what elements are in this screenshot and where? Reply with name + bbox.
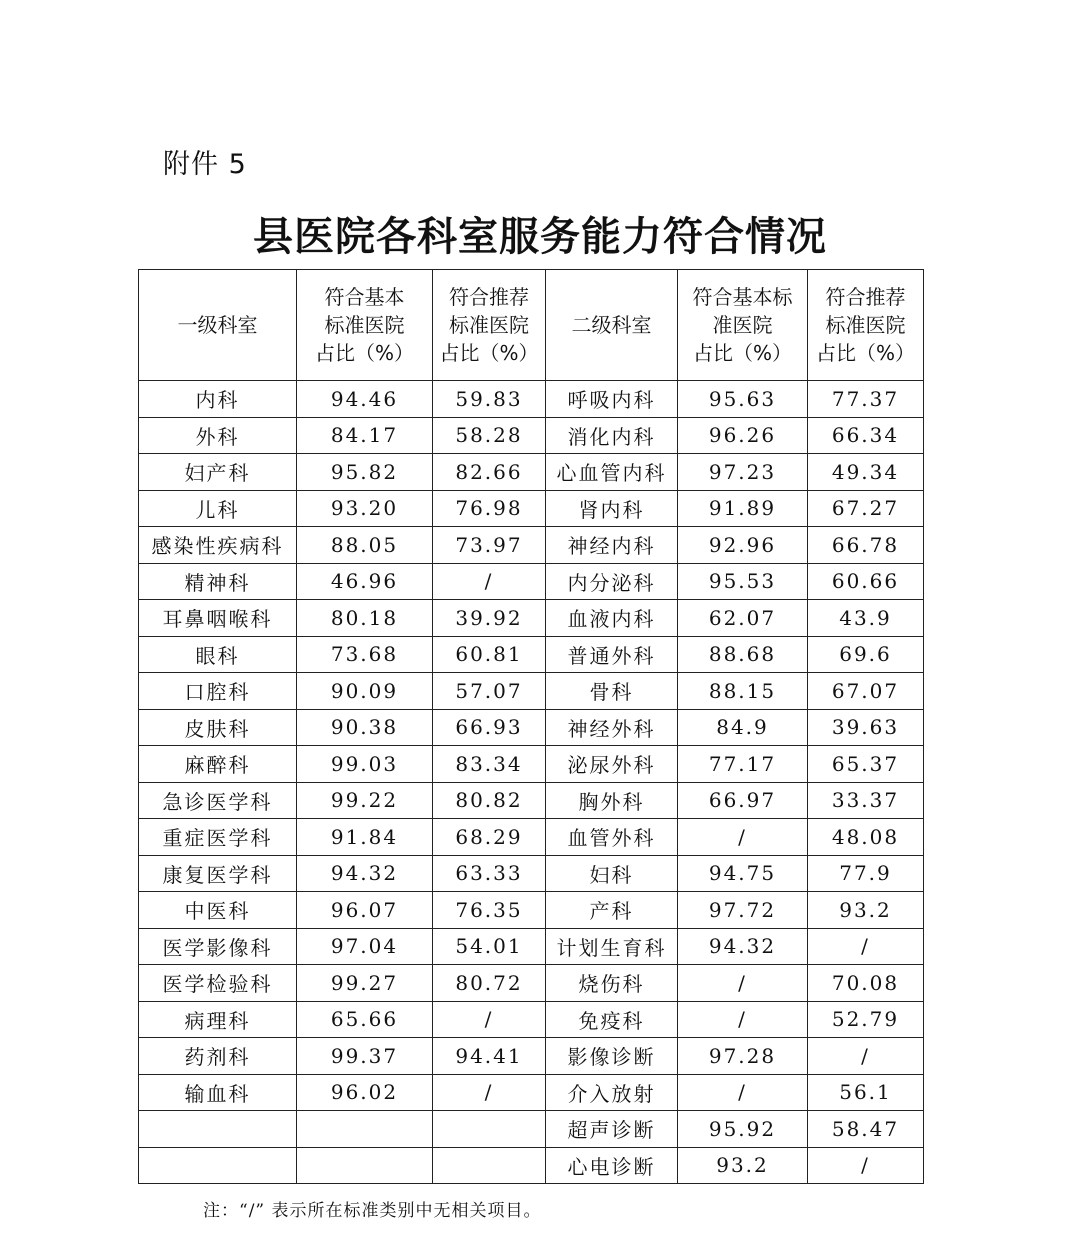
- primary-basic-ratio-cell: 80.18: [297, 600, 433, 637]
- primary-department-cell: 妇产科: [139, 454, 297, 491]
- primary-basic-ratio-cell: 84.17: [297, 417, 433, 454]
- table-row: [139, 1001, 924, 1038]
- primary-recommended-ratio-cell: 60.81: [433, 636, 546, 673]
- secondary-basic-ratio-cell: 93.2: [678, 1147, 808, 1184]
- secondary-basic-ratio-cell: 88.15: [678, 673, 808, 710]
- document-title: 县医院各科室服务能力符合情况: [253, 214, 827, 260]
- secondary-basic-ratio-cell: 97.23: [678, 454, 808, 491]
- table-row: [139, 490, 924, 527]
- primary-recommended-ratio-cell: /: [433, 1001, 546, 1038]
- primary-recommended-ratio-cell: [433, 1147, 546, 1184]
- table-row: [139, 855, 924, 892]
- secondary-basic-ratio-cell: 94.32: [678, 928, 808, 965]
- secondary-recommended-ratio-cell: 65.37: [808, 746, 924, 783]
- table-row: [139, 709, 924, 746]
- secondary-department-cell: 肾内科: [546, 490, 678, 527]
- secondary-department-cell: 血管外科: [546, 819, 678, 856]
- secondary-basic-ratio-cell: /: [678, 965, 808, 1002]
- primary-department-cell: 皮肤科: [139, 709, 297, 746]
- table-row: [139, 1147, 924, 1184]
- primary-department-cell: 医学检验科: [139, 965, 297, 1002]
- table-row: [139, 454, 924, 491]
- secondary-recommended-ratio-cell: 77.9: [808, 855, 924, 892]
- secondary-basic-ratio-cell: 92.96: [678, 527, 808, 564]
- primary-department-cell: 中医科: [139, 892, 297, 929]
- table-row: [139, 673, 924, 710]
- primary-recommended-ratio-cell: 59.83: [433, 381, 546, 418]
- secondary-recommended-ratio-cell: 77.37: [808, 381, 924, 418]
- secondary-department-cell: 免疫科: [546, 1001, 678, 1038]
- primary-basic-ratio-cell: 65.66: [297, 1001, 433, 1038]
- secondary-recommended-ratio-cell: /: [808, 928, 924, 965]
- department-capability-table: [138, 269, 924, 1184]
- table-row: [139, 417, 924, 454]
- table-row: [139, 892, 924, 929]
- primary-recommended-ratio-cell: 82.66: [433, 454, 546, 491]
- primary-department-cell: 眼科: [139, 636, 297, 673]
- secondary-department-cell: 神经外科: [546, 709, 678, 746]
- secondary-department-cell: 产科: [546, 892, 678, 929]
- secondary-recommended-ratio-cell: 52.79: [808, 1001, 924, 1038]
- secondary-department-cell: 计划生育科: [546, 928, 678, 965]
- primary-department-cell: 输血科: [139, 1074, 297, 1111]
- attachment-label: 附件 5: [163, 149, 247, 180]
- table-body: [139, 381, 924, 1184]
- primary-department-cell: 麻醉科: [139, 746, 297, 783]
- primary-basic-ratio-cell: 93.20: [297, 490, 433, 527]
- primary-basic-ratio-cell: 88.05: [297, 527, 433, 564]
- footnote: 注：“/” 表示所在标准类别中无相关项目。: [203, 1201, 542, 1221]
- secondary-recommended-ratio-cell: 58.47: [808, 1111, 924, 1148]
- secondary-basic-ratio-cell: 96.26: [678, 417, 808, 454]
- primary-recommended-ratio-cell: 58.28: [433, 417, 546, 454]
- secondary-basic-ratio-cell: /: [678, 1074, 808, 1111]
- primary-department-cell: 药剂科: [139, 1038, 297, 1075]
- header-primary-recommended-ratio: 符合推荐 标准医院 占比（%）: [433, 270, 546, 381]
- primary-recommended-ratio-cell: 76.98: [433, 490, 546, 527]
- secondary-basic-ratio-cell: /: [678, 1001, 808, 1038]
- secondary-basic-ratio-cell: 94.75: [678, 855, 808, 892]
- secondary-basic-ratio-cell: /: [678, 819, 808, 856]
- primary-basic-ratio-cell: 99.22: [297, 782, 433, 819]
- table-row: [139, 527, 924, 564]
- secondary-department-cell: 胸外科: [546, 782, 678, 819]
- primary-basic-ratio-cell: 99.03: [297, 746, 433, 783]
- header-primary-department: 一级科室: [139, 270, 297, 381]
- primary-basic-ratio-cell: 94.32: [297, 855, 433, 892]
- table-row: [139, 563, 924, 600]
- secondary-basic-ratio-cell: 95.53: [678, 563, 808, 600]
- header-primary-basic-ratio: 符合基本 标准医院 占比（%）: [297, 270, 433, 381]
- secondary-recommended-ratio-cell: 39.63: [808, 709, 924, 746]
- secondary-department-cell: 呼吸内科: [546, 381, 678, 418]
- secondary-department-cell: 泌尿外科: [546, 746, 678, 783]
- primary-basic-ratio-cell: 96.07: [297, 892, 433, 929]
- primary-department-cell: 重症医学科: [139, 819, 297, 856]
- primary-department-cell: 口腔科: [139, 673, 297, 710]
- table-row: [139, 600, 924, 637]
- secondary-basic-ratio-cell: 84.9: [678, 709, 808, 746]
- primary-department-cell: 内科: [139, 381, 297, 418]
- primary-basic-ratio-cell: 96.02: [297, 1074, 433, 1111]
- primary-recommended-ratio-cell: 57.07: [433, 673, 546, 710]
- primary-department-cell: 病理科: [139, 1001, 297, 1038]
- table-row: [139, 928, 924, 965]
- secondary-basic-ratio-cell: 88.68: [678, 636, 808, 673]
- primary-department-cell: 感染性疾病科: [139, 527, 297, 564]
- table-row: [139, 1038, 924, 1075]
- primary-recommended-ratio-cell: [433, 1111, 546, 1148]
- header-secondary-department: 二级科室: [546, 270, 678, 381]
- primary-recommended-ratio-cell: 80.82: [433, 782, 546, 819]
- primary-department-cell: [139, 1147, 297, 1184]
- secondary-department-cell: 内分泌科: [546, 563, 678, 600]
- table-row: [139, 782, 924, 819]
- secondary-department-cell: 影像诊断: [546, 1038, 678, 1075]
- table-row: [139, 636, 924, 673]
- secondary-department-cell: 普通外科: [546, 636, 678, 673]
- secondary-basic-ratio-cell: 91.89: [678, 490, 808, 527]
- secondary-recommended-ratio-cell: 66.34: [808, 417, 924, 454]
- secondary-department-cell: 骨科: [546, 673, 678, 710]
- primary-recommended-ratio-cell: 54.01: [433, 928, 546, 965]
- secondary-basic-ratio-cell: 97.28: [678, 1038, 808, 1075]
- secondary-recommended-ratio-cell: 93.2: [808, 892, 924, 929]
- primary-basic-ratio-cell: 99.27: [297, 965, 433, 1002]
- table-row: [139, 381, 924, 418]
- table-row: [139, 965, 924, 1002]
- primary-basic-ratio-cell: [297, 1111, 433, 1148]
- secondary-recommended-ratio-cell: 67.27: [808, 490, 924, 527]
- secondary-basic-ratio-cell: 62.07: [678, 600, 808, 637]
- primary-basic-ratio-cell: [297, 1147, 433, 1184]
- primary-recommended-ratio-cell: 73.97: [433, 527, 546, 564]
- table-row: [139, 1074, 924, 1111]
- secondary-basic-ratio-cell: 97.72: [678, 892, 808, 929]
- primary-department-cell: 康复医学科: [139, 855, 297, 892]
- primary-department-cell: 外科: [139, 417, 297, 454]
- primary-basic-ratio-cell: 90.38: [297, 709, 433, 746]
- primary-department-cell: [139, 1111, 297, 1148]
- primary-recommended-ratio-cell: 68.29: [433, 819, 546, 856]
- primary-basic-ratio-cell: 99.37: [297, 1038, 433, 1075]
- primary-department-cell: 急诊医学科: [139, 782, 297, 819]
- primary-recommended-ratio-cell: 94.41: [433, 1038, 546, 1075]
- secondary-recommended-ratio-cell: 56.1: [808, 1074, 924, 1111]
- header-secondary-basic-ratio: 符合基本标 准医院 占比（%）: [678, 270, 808, 381]
- secondary-recommended-ratio-cell: 43.9: [808, 600, 924, 637]
- secondary-basic-ratio-cell: 95.63: [678, 381, 808, 418]
- table-row: [139, 746, 924, 783]
- secondary-recommended-ratio-cell: /: [808, 1038, 924, 1075]
- secondary-basic-ratio-cell: 95.92: [678, 1111, 808, 1148]
- primary-recommended-ratio-cell: 83.34: [433, 746, 546, 783]
- primary-recommended-ratio-cell: /: [433, 1074, 546, 1111]
- primary-recommended-ratio-cell: 76.35: [433, 892, 546, 929]
- primary-recommended-ratio-cell: /: [433, 563, 546, 600]
- secondary-basic-ratio-cell: 77.17: [678, 746, 808, 783]
- primary-department-cell: 精神科: [139, 563, 297, 600]
- secondary-department-cell: 心电诊断: [546, 1147, 678, 1184]
- primary-recommended-ratio-cell: 63.33: [433, 855, 546, 892]
- primary-basic-ratio-cell: 46.96: [297, 563, 433, 600]
- secondary-department-cell: 心血管内科: [546, 454, 678, 491]
- primary-department-cell: 耳鼻咽喉科: [139, 600, 297, 637]
- secondary-department-cell: 妇科: [546, 855, 678, 892]
- primary-recommended-ratio-cell: 66.93: [433, 709, 546, 746]
- primary-recommended-ratio-cell: 80.72: [433, 965, 546, 1002]
- table-row: [139, 819, 924, 856]
- secondary-recommended-ratio-cell: 49.34: [808, 454, 924, 491]
- primary-basic-ratio-cell: 97.04: [297, 928, 433, 965]
- header-secondary-recommended-ratio: 符合推荐 标准医院 占比（%）: [808, 270, 924, 381]
- secondary-department-cell: 血液内科: [546, 600, 678, 637]
- secondary-recommended-ratio-cell: 33.37: [808, 782, 924, 819]
- secondary-department-cell: 烧伤科: [546, 965, 678, 1002]
- secondary-department-cell: 介入放射: [546, 1074, 678, 1111]
- primary-department-cell: 医学影像科: [139, 928, 297, 965]
- secondary-recommended-ratio-cell: 69.6: [808, 636, 924, 673]
- secondary-department-cell: 神经内科: [546, 527, 678, 564]
- secondary-basic-ratio-cell: 66.97: [678, 782, 808, 819]
- secondary-recommended-ratio-cell: 67.07: [808, 673, 924, 710]
- secondary-department-cell: 消化内科: [546, 417, 678, 454]
- primary-basic-ratio-cell: 73.68: [297, 636, 433, 673]
- primary-basic-ratio-cell: 95.82: [297, 454, 433, 491]
- primary-department-cell: 儿科: [139, 490, 297, 527]
- primary-recommended-ratio-cell: 39.92: [433, 600, 546, 637]
- primary-basic-ratio-cell: 91.84: [297, 819, 433, 856]
- primary-basic-ratio-cell: 90.09: [297, 673, 433, 710]
- secondary-recommended-ratio-cell: 66.78: [808, 527, 924, 564]
- secondary-department-cell: 超声诊断: [546, 1111, 678, 1148]
- secondary-recommended-ratio-cell: /: [808, 1147, 924, 1184]
- secondary-recommended-ratio-cell: 48.08: [808, 819, 924, 856]
- table-row: [139, 1111, 924, 1148]
- secondary-recommended-ratio-cell: 60.66: [808, 563, 924, 600]
- primary-basic-ratio-cell: 94.46: [297, 381, 433, 418]
- table-header-row: [139, 270, 924, 381]
- secondary-recommended-ratio-cell: 70.08: [808, 965, 924, 1002]
